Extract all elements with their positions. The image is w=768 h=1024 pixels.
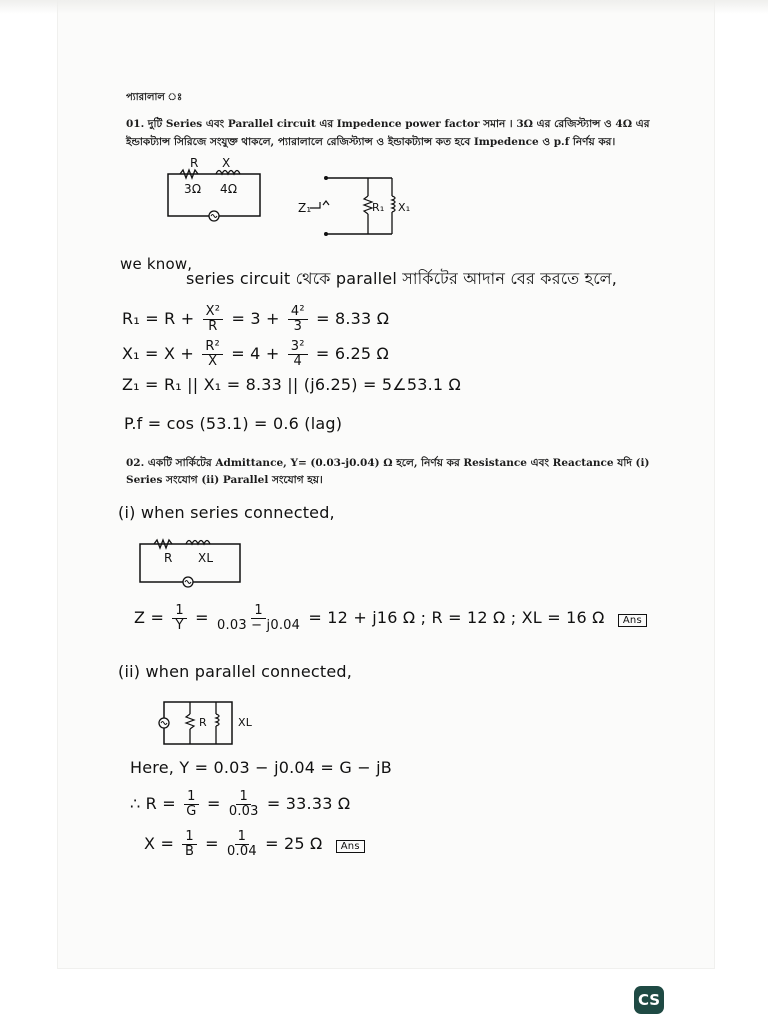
eq-x1-frac2-den: 4 bbox=[293, 354, 302, 369]
eq-x-rhs: = 25 Ω bbox=[265, 834, 323, 853]
q1-parallel-label-z: Z₁ bbox=[298, 201, 312, 215]
eq-r1-lhs: R₁ = R + bbox=[122, 309, 195, 328]
q2-parallel-label-x: XL bbox=[238, 716, 253, 729]
q2-series-label-x: XL bbox=[198, 551, 214, 565]
eq-x1-rhs: = 6.25 Ω bbox=[315, 344, 389, 363]
q2-eq-z bbox=[134, 604, 647, 633]
eq-x1-frac1 bbox=[202, 340, 223, 369]
eq-x1-frac2 bbox=[288, 340, 308, 369]
q2-series-circuit-diagram bbox=[138, 538, 248, 590]
eq-x-frac2-den: 0.04 bbox=[227, 844, 257, 859]
eq-z-frac1-num: 1 bbox=[172, 604, 186, 619]
eq-x-frac1-den: B bbox=[185, 844, 195, 859]
eq-r-rhs: = 33.33 Ω bbox=[266, 794, 351, 813]
eq-r-frac2 bbox=[229, 790, 259, 819]
eq-x1-frac1-num: R² bbox=[202, 340, 223, 355]
eq-x-frac2-num: 1 bbox=[235, 830, 249, 845]
q1-text-line2: ইন্ডাকট্যান্স সিরিজে সংযুক্ত থাকলে, প্যারালালে রেজিস্ট্যান্স ও ইন্ডাকট্যান্স কত হবে Impedence ও p.f নির্ণয় কর। bbox=[126, 136, 616, 148]
eq-r1-frac2-den: 3 bbox=[293, 319, 303, 334]
eq-x-frac1 bbox=[182, 830, 196, 859]
eq-r-frac1-num: 1 bbox=[184, 790, 198, 805]
q2-text-line2: Series সংযোগ (ii) Parallel সংযোগ হয়। bbox=[126, 474, 323, 486]
q1-parallel-label-r: R₁ bbox=[372, 201, 385, 214]
q2-part-i-heading: (i) when series connected, bbox=[118, 503, 335, 522]
eq-r1-frac1 bbox=[203, 305, 224, 334]
q2-eq-here: Here, Y = 0.03 − j0.04 = G − jB bbox=[130, 758, 392, 777]
eq-r1-rhs: = 8.33 Ω bbox=[316, 309, 390, 328]
q1-series-value-x: 4Ω bbox=[220, 182, 238, 196]
eq-r-equals: = bbox=[206, 794, 221, 813]
q1-parallel-label-x: X₁ bbox=[398, 201, 411, 214]
eq-x1-frac1-den: X bbox=[208, 354, 218, 369]
q2-eq-x bbox=[144, 830, 365, 859]
eq-r-lhs: ∴ R = bbox=[130, 794, 176, 813]
ans-box-2: Ans bbox=[336, 840, 365, 853]
eq-z-equals: = bbox=[195, 608, 209, 627]
ans-box-1: Ans bbox=[618, 614, 647, 627]
q1-series-circuit-diagram bbox=[160, 158, 270, 228]
q2-text-line1: 02. একটি সার্কিটের Admittance, Y= (0.03-j0.04) Ω হলে, নির্ণয় কর Resistance এবং Reactance যদি (i) bbox=[126, 457, 650, 469]
eq-r1-mid: = 3 + bbox=[231, 309, 280, 328]
q1-series-label-r: R bbox=[190, 156, 199, 170]
section-heading: প্যারালাল ঃ bbox=[126, 92, 183, 103]
eq-x1-frac2-num: 3² bbox=[288, 340, 308, 355]
eq-r1-frac1-num: X² bbox=[203, 305, 224, 320]
eq-r1-frac1-den: R bbox=[208, 319, 218, 334]
q2-parallel-label-r: R bbox=[199, 716, 207, 729]
q2-eq-r bbox=[130, 790, 350, 819]
camscanner-logo: CS bbox=[634, 986, 664, 1014]
eq-x-frac1-num: 1 bbox=[182, 830, 196, 845]
q1-eq-x1 bbox=[122, 340, 389, 369]
eq-z-frac2-den: 0.03 − j0.04 bbox=[217, 618, 301, 633]
q1-text-line1: 01. দুটি Series এবং Parallel circuit এর Impedence power factor সমান । 3Ω এর রেজিস্ট্যান্স ও 4Ω এর bbox=[126, 118, 650, 130]
q1-series-value-r: 3Ω bbox=[184, 182, 202, 196]
eq-z-rhs: = 12 + j16 Ω ; R = 12 Ω ; XL = 16 Ω bbox=[308, 608, 605, 627]
eq-z-frac1-den: Y bbox=[175, 618, 184, 633]
q1-eq-pf: P.f = cos (53.1) = 0.6 (lag) bbox=[124, 414, 343, 433]
eq-x1-mid: = 4 + bbox=[231, 344, 280, 363]
q1-statement: series circuit থেকে parallel সার্কিটের আদান বের করতে হলে, bbox=[186, 269, 618, 288]
q1-parallel-circuit-diagram bbox=[320, 170, 410, 240]
eq-z-lhs: Z = bbox=[134, 608, 165, 627]
eq-r-frac2-den: 0.03 bbox=[228, 804, 259, 819]
q1-we-know: we know, bbox=[120, 255, 193, 273]
eq-x1-lhs: X₁ = X + bbox=[122, 344, 195, 363]
q1-series-label-x: X bbox=[222, 156, 231, 170]
q2-part-ii-heading: (ii) when parallel connected, bbox=[118, 662, 353, 681]
q1-eq-r1 bbox=[122, 305, 389, 334]
eq-z-frac2 bbox=[217, 604, 300, 633]
eq-x-lhs: X = bbox=[144, 834, 175, 853]
q2-series-label-r: R bbox=[164, 551, 173, 565]
eq-r-frac2-num: 1 bbox=[236, 790, 250, 805]
page-edge-shadow bbox=[0, 0, 768, 14]
q1-eq-z1: Z₁ = R₁ || X₁ = 8.33 || (j6.25) = 5∠53.1 Ω bbox=[122, 375, 461, 394]
eq-r-frac1 bbox=[184, 790, 198, 819]
eq-r1-frac2 bbox=[288, 305, 308, 334]
eq-r1-frac2-num: 4² bbox=[288, 305, 308, 320]
eq-z-frac2-num: 1 bbox=[251, 604, 265, 619]
eq-z-frac1 bbox=[172, 604, 186, 633]
eq-x-equals: = bbox=[205, 834, 219, 853]
eq-r-frac1-den: G bbox=[186, 804, 197, 819]
eq-x-frac2 bbox=[227, 830, 257, 859]
